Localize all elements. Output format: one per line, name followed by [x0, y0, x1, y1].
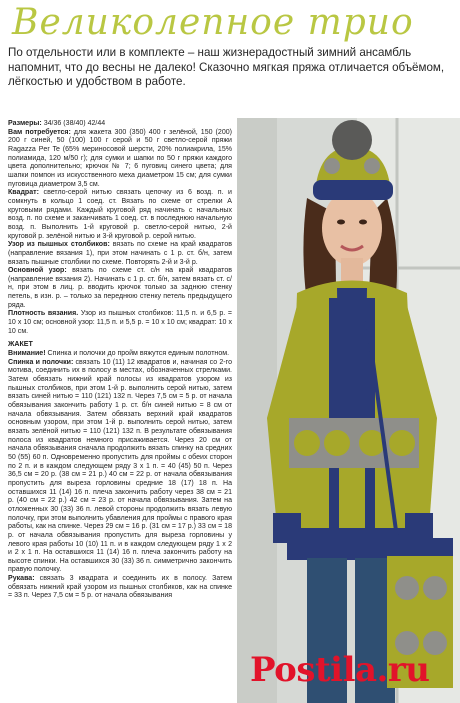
article-paragraph — [8, 267, 232, 310]
watermark — [250, 648, 460, 692]
paragraph-lead: Вам потребуется: — [8, 128, 71, 136]
paragraph-lead: Плотность вязания. — [8, 310, 79, 318]
article-paragraph — [8, 310, 232, 336]
article-paragraph — [8, 575, 232, 601]
paragraph-text: светло-серой нитью связать цепочку из 6 возд. п. и сомкнуть в кольцо 1 соед. ст. Вязать по схеме от стрелки A круговыми рядами. Каждый круговой ряд начинать с начальных возд. п. по схеме и заканчивать 1 соед. ст. в последнюю начальную возд. п. Выполнить 1-й круговой р. светло-серой нитью, 2-й круговой р. зелёной нитью и 3-й круговой р. серой нитью. — [8, 189, 232, 240]
paragraph-text: для жакета 300 (350) 400 г зелёной, 150 (200) 200 г синей, 50 (100) 100 г серой и 50 г светло-серой пряжи Ragazza Per Te (65% мериносовой шерсти, 20% полиакрила, 15% полиамида, 120 м/50 г); для сумки и шапки по 50 г пряжи каждого цвета дополнительно; крючок № 7; 6 пуговиц синего цвета; для шапки помпон из искусственного меха диаметром 15 см; для сумки пуговица диаметром 3,5 см. — [8, 128, 232, 188]
article-paragraph — [8, 189, 232, 241]
paragraph-lead: ЖАКЕТ — [8, 341, 33, 349]
paragraph-text: Спинка и полочки до пройм вяжутся единым полотном. — [45, 350, 230, 358]
paragraph-lead: Рукава: — [8, 575, 35, 583]
article-paragraph — [8, 120, 232, 129]
paragraph-text: связать 3 квадрата и соединить их в полосу. Затем обвязать нижний край узором из пышных столбиков, как на спинке = 33 п. Через 7,5 см = 5 р. от начала обвязывания — [8, 575, 232, 600]
paragraph-lead: Спинка и полочки: — [8, 358, 74, 366]
paragraph-lead: Квадрат: — [8, 189, 39, 197]
paragraph-lead: Узор из пышных столбиков: — [8, 241, 110, 249]
paragraph-text: связать 10 (11) 12 квадратов и, начиная со 2-го мотива, соединить их в полосу в местах, обозначенных стрелками. Затем обвязать нижний край полосы из квадратов узором из пышных столбиков, при этом 1-й р. выполнить серой нитью, затем вязать синей нитью = 110 (121) 132 п. Через 7,5 см = 5 р. от начала обвязывания закончить работу 1 р. ст. б/н синей нитью = 8 см от начала обвязывания. Затем обвязать верхний край квадратов основным узором, при этом 1-й р. выполнить серой нитью, затем вязать зелёной нитью = 110 (121) 132 п. В результате обвязывания полоса из квадратов немного присаживается. Через 20 см от начала обвязывания сначала продолжить вязать спинку на средних 50 (55) 60 п. Одновременно пропустить для проймы с обеих сторон по 2 п. и в каждом следующем ряду 3 х 1 п. = 40 (45) 50 п. Через 36,5 см = 20 р. (38 см = 21 р.) 40 см = 22 р. от начала обвязывания пропустить для выреза горловины средние 18 (17) 18 п. На оставшихся 11 (14) 16 п. плеча закончить работу через 38 см = 21 р. (40 см = 22 р.) 42 см = 23 р. от начала обвязывания. Затем на отложенных 30 (33) 36 п. левой стороны продолжить вязать левую полочку, при этом выполнить убавления для проймы с правого края работы, как на спинке. Через 29 см = 16 р. (31 см = 17 р.) 33 см = 18 р. от начала обвязывания пропустить для выреза горловины у левого края работы 10 (10) 11 п. и в каждом следующем ряду 1 х 2 и 2 х 1 п. На оставшихся 11 (14) 16 п. плеча закончить работу на высоте спинки. На оставшихся 30 (33) 36 п. симметрично закончить правую полочку. — [8, 358, 232, 574]
paragraph-text: вязать по схеме на край квадратов (направление вязания 1), при этом начинать с 1 р. ст. б/н, затем вязать пышные столбики по схеме. Повторять 2-й и 3-й р. — [8, 241, 232, 266]
article-paragraph — [8, 241, 232, 267]
paragraph-text: 34/36 (38/40) 42/44 — [41, 120, 106, 127]
paragraph-lead: Внимание! — [8, 350, 46, 358]
intro-text: По отдельности или в комплекте – наш жизнерадостный зимний ансамбль напомнит, что до весны не далеко! Сказочно мягкая пряжа отличается объёмом, лёгкостью и удобством в работе. — [8, 46, 445, 88]
paragraph-lead: Размеры: — [8, 120, 42, 127]
article-paragraph — [8, 129, 232, 190]
paragraph-lead: Основной узор: — [8, 267, 67, 275]
article-paragraph — [8, 359, 232, 575]
paragraph-text: вязать по схеме ст. с/н на край квадратов (направление вязания 2). Начинать с 1 р. ст. б/н, затем вязать ст. с/н, при этом в лиц. р. вводить крючок только за заднюю стенку петель, в изн. р. – только за переднюю стенку петель предыдущего ряда. — [8, 267, 232, 309]
section-heading — [8, 341, 232, 350]
model-photo — [237, 118, 460, 703]
watermark-text: Postila.ru — [250, 650, 430, 690]
page-title: Великолепное трио — [12, 2, 414, 43]
article-body — [8, 120, 232, 703]
paragraph-text: Узор из пышных столбиков: 11,5 п. и 6,5 р. = 10 х 10 см; основной узор: 11,5 п. и 5,5 р. = 10 х 10 см; квадрат: 10 х 10 см. — [8, 310, 232, 335]
article-paragraph — [8, 350, 232, 359]
photo-illustration — [237, 118, 460, 703]
